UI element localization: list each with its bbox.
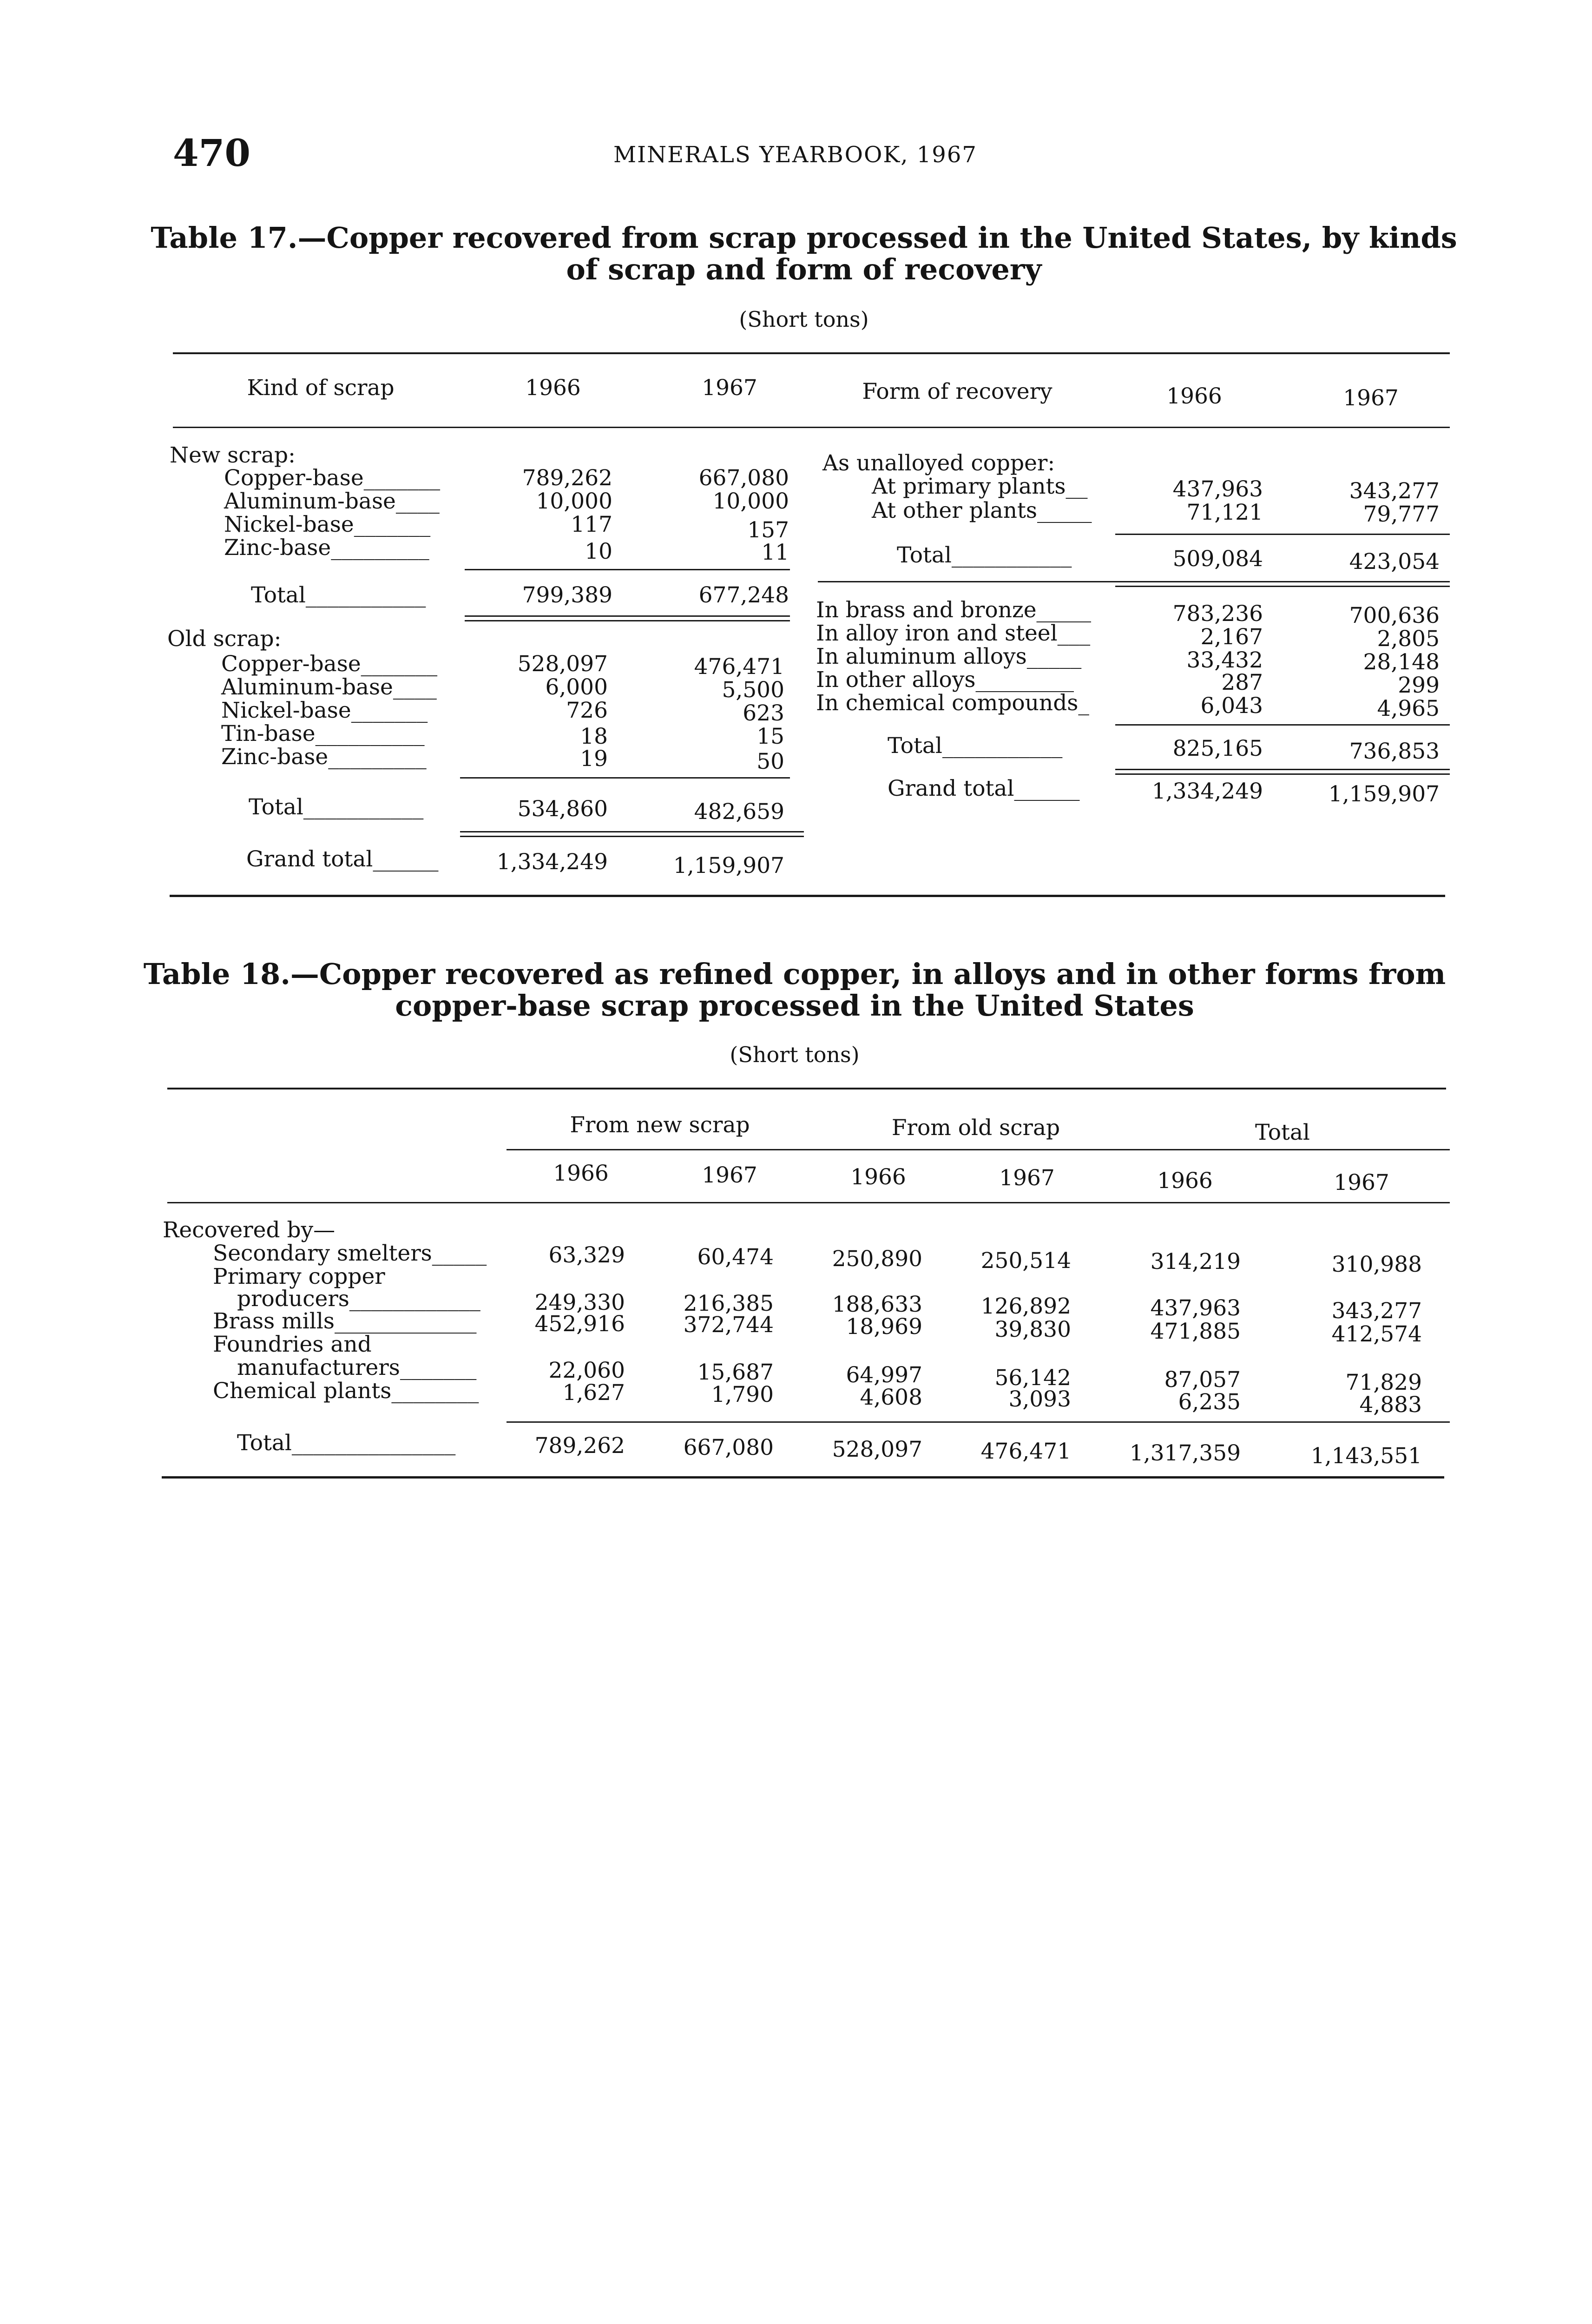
old-total-label: Total___________ [249, 794, 424, 820]
table17-header-1967: 1967 [702, 375, 757, 401]
unalloyed-total-rule-a [818, 581, 1450, 582]
table18-cell: 216,385 [683, 1291, 774, 1316]
new-row-label: Zinc-base_________ [224, 535, 429, 561]
old-row-1966: 726 [566, 698, 608, 723]
right-grand-total-1967: 1,159,907 [1328, 781, 1440, 807]
table18-cell: 343,277 [1331, 1298, 1422, 1324]
table18-cell: 412,574 [1331, 1321, 1422, 1347]
unalloyed-row-1967: 79,777 [1363, 502, 1440, 527]
old-row-label: Copper-base_______ [221, 651, 438, 677]
table18-total-cell: 528,097 [832, 1437, 922, 1462]
recovery-total-rule-b [1115, 773, 1450, 775]
new-row-label: Aluminum-base____ [224, 489, 440, 514]
table18-total-cell: 667,080 [683, 1435, 774, 1460]
recovery-total-label: Total___________ [888, 733, 1063, 759]
old-total-rule-b [460, 836, 804, 837]
table18-cell: 22,060 [548, 1358, 625, 1383]
unalloyed-total-1966: 509,084 [1172, 546, 1263, 572]
table18-header-rule [167, 1202, 1450, 1203]
old-subtotal-rule [460, 777, 790, 779]
recovery-row-1966: 783,236 [1172, 601, 1263, 627]
recovery-total-rule-a [1115, 769, 1450, 770]
table18-cell: 60,474 [697, 1244, 774, 1270]
recovery-row-1967: 700,636 [1349, 603, 1440, 628]
running-head: MINERALS YEARBOOK, 1967 [613, 142, 977, 168]
year-header: 1967 [999, 1165, 1055, 1191]
table18-cell: 437,963 [1150, 1295, 1241, 1321]
left-grand-total-1967: 1,159,907 [673, 853, 784, 878]
table18-cell: 15,687 [697, 1360, 774, 1385]
unalloyed-row-1966: 71,121 [1186, 500, 1263, 525]
unalloyed-row-1966: 437,963 [1172, 476, 1263, 502]
recovery-row-1966: 2,167 [1200, 624, 1263, 650]
table18-cell: 18,969 [846, 1314, 922, 1340]
table18-cell: 1,627 [562, 1380, 625, 1406]
new-total-label: Total___________ [251, 582, 426, 608]
new-row-1967: 11 [761, 540, 789, 565]
table18-total-rule [507, 1421, 1450, 1423]
table18-total-label: Total_______________ [237, 1430, 456, 1456]
table18-cell: 39,830 [994, 1317, 1071, 1342]
group-header-total: Total [1255, 1120, 1310, 1145]
table18-cell: 188,633 [832, 1292, 922, 1317]
recovery-row-1967: 2,805 [1377, 626, 1440, 652]
new-total-rule-a [465, 615, 790, 617]
table18-cell: 4,883 [1359, 1392, 1422, 1418]
new-row-1966: 10 [585, 539, 612, 564]
table17-header-rule [173, 427, 1450, 428]
new-row-1966: 789,262 [522, 465, 612, 491]
old-total-1966: 534,860 [517, 796, 608, 822]
table18-cell: 6,235 [1178, 1389, 1241, 1415]
old-row-1966: 19 [580, 746, 608, 772]
table18-cell: 4,608 [860, 1385, 922, 1410]
recovery-row-1966: 33,432 [1186, 647, 1263, 673]
recovery-row-1967: 4,965 [1377, 696, 1440, 721]
old-row-1966: 528,097 [517, 651, 608, 677]
table18-cell: 56,142 [994, 1365, 1071, 1391]
unalloyed-row-label: At other plants_____ [872, 498, 1092, 523]
recovery-row-label: In chemical compounds_ [816, 690, 1089, 716]
table18-cell: 452,916 [534, 1311, 625, 1337]
old-row-1967: 476,471 [694, 654, 784, 680]
new-row-1967: 157 [747, 517, 789, 543]
group-header-old: From old scrap [891, 1115, 1060, 1141]
table18-units: (Short tons) [730, 1042, 860, 1067]
recovery-row-1967: 28,148 [1363, 649, 1440, 675]
recovery-row-label: In brass and bronze_____ [816, 597, 1092, 623]
new-row-label: Copper-base_______ [224, 465, 441, 491]
old-row-1967: 15 [757, 724, 784, 749]
table17-header-kind: Kind of scrap [247, 375, 395, 401]
recovery-total-1967: 736,853 [1349, 739, 1440, 764]
table18-cell: 372,744 [683, 1312, 774, 1338]
unalloyed-total-label: Total___________ [897, 542, 1072, 568]
year-header: 1966 [1157, 1168, 1213, 1194]
table18-total-cell: 476,471 [980, 1439, 1071, 1464]
new-scrap-label: New scrap: [170, 442, 296, 468]
table18-row-label: Chemical plants________ [213, 1378, 479, 1404]
old-row-1966: 18 [580, 724, 608, 749]
table17-title-line1: Table 17.—Copper recovered from scrap processed in the United States, by kinds [151, 221, 1457, 255]
table18-cell: 310,988 [1331, 1252, 1422, 1277]
table17-bottom-rule [170, 895, 1445, 897]
recovery-row-1967: 299 [1398, 673, 1440, 698]
table18-cell: 64,997 [846, 1362, 922, 1388]
table17-top-rule [173, 352, 1450, 354]
table17-header-form: Form of recovery [862, 379, 1053, 404]
table18-row-label: Brass mills_____________ [213, 1308, 477, 1334]
recovery-row-label: In aluminum alloys_____ [816, 644, 1082, 669]
table18-top-rule [167, 1088, 1446, 1089]
page-number: 470 [173, 131, 250, 175]
group-header-new: From new scrap [570, 1112, 750, 1138]
old-row-label: Zinc-base_________ [221, 744, 427, 770]
left-grand-total-label: Grand total______ [246, 846, 439, 872]
table18-cell: 1,790 [711, 1382, 774, 1407]
old-row-1967: 5,500 [722, 677, 784, 703]
table18-row-label: Secondary smelters_____ [213, 1241, 487, 1266]
old-total-1967: 482,659 [694, 799, 784, 825]
recovery-subtotal-rule [1115, 724, 1450, 726]
table18-cell: 471,885 [1150, 1319, 1241, 1344]
left-grand-total-1966: 1,334,249 [496, 849, 608, 875]
year-header: 1967 [702, 1162, 757, 1188]
old-row-1967: 623 [743, 700, 784, 726]
year-header: 1966 [850, 1164, 906, 1190]
new-row-label: Nickel-base_______ [224, 512, 431, 537]
recovery-row-1966: 6,043 [1200, 693, 1263, 719]
recovery-row-1966: 287 [1221, 670, 1263, 695]
table18-row-label: Primary copper [213, 1264, 385, 1289]
table18-cell: 87,057 [1164, 1367, 1241, 1393]
unalloyed-label: As unalloyed copper: [822, 450, 1055, 476]
new-row-1967: 10,000 [712, 489, 789, 514]
unalloyed-row-label: At primary plants__ [872, 474, 1088, 499]
recovered-by-label: Recovered by— [163, 1217, 336, 1243]
new-row-1966: 10,000 [536, 489, 612, 514]
table18-cell: 71,829 [1345, 1370, 1422, 1395]
new-total-1967: 677,248 [698, 582, 789, 608]
table18-cell: 250,514 [980, 1248, 1071, 1274]
table18-cell: 126,892 [980, 1294, 1071, 1319]
new-subtotal-rule [465, 569, 790, 570]
old-scrap-label: Old scrap: [167, 626, 282, 652]
table18-cell: 63,329 [548, 1242, 625, 1268]
table18-total-cell: 1,317,359 [1129, 1440, 1241, 1466]
recovery-row-label: In alloy iron and steel___ [816, 621, 1091, 646]
right-grand-total-1966: 1,334,249 [1151, 779, 1263, 804]
recovery-total-1966: 825,165 [1172, 736, 1263, 761]
old-row-label: Tin-base__________ [221, 721, 425, 746]
table18-total-cell: 789,262 [534, 1433, 625, 1459]
table18-row-label-cont: manufacturers_______ [237, 1355, 477, 1380]
new-row-1967: 667,080 [698, 465, 789, 491]
year-header: 1966 [553, 1161, 609, 1186]
old-row-1966: 6,000 [545, 674, 608, 700]
table18-title-line1: Table 18.—Copper recovered as refined copper, in alloys and in other forms from [143, 957, 1446, 991]
table18-cell: 250,890 [832, 1246, 922, 1272]
table18-bottom-rule [162, 1476, 1444, 1479]
group-header-rule [507, 1149, 1450, 1150]
table18-cell: 249,330 [534, 1290, 625, 1315]
old-row-label: Aluminum-base____ [221, 674, 437, 700]
table18-row-label-cont: producers____________ [237, 1286, 480, 1312]
unalloyed-subtotal-rule [1115, 534, 1450, 535]
year-header: 1967 [1334, 1170, 1389, 1195]
unalloyed-total-rule-b [1115, 586, 1450, 587]
table17-units: (Short tons) [739, 307, 869, 332]
new-total-rule-b [465, 620, 790, 621]
table18-cell: 314,219 [1150, 1249, 1241, 1274]
old-row-1967: 50 [757, 749, 784, 774]
recovery-row-label: In other alloys_________ [816, 667, 1074, 693]
new-total-1966: 799,389 [522, 582, 612, 608]
table17-header-f1967: 1967 [1343, 385, 1399, 411]
unalloyed-total-1967: 423,054 [1349, 549, 1440, 574]
new-row-1966: 117 [571, 512, 612, 537]
table18-row-label: Foundries and [213, 1332, 372, 1357]
table18-title-line2: copper-base scrap processed in the United States [395, 989, 1194, 1023]
old-row-label: Nickel-base_______ [221, 698, 428, 723]
unalloyed-row-1967: 343,277 [1349, 478, 1440, 504]
right-grand-total-label: Grand total______ [888, 776, 1080, 801]
old-total-rule-a [460, 831, 804, 832]
table18-total-cell: 1,143,551 [1310, 1443, 1422, 1469]
table17-header-1966: 1966 [525, 375, 581, 401]
table17-header-f1966: 1966 [1166, 383, 1222, 409]
table18-cell: 3,093 [1008, 1386, 1071, 1412]
table17-title-line2: of scrap and form of recovery [566, 252, 1042, 286]
